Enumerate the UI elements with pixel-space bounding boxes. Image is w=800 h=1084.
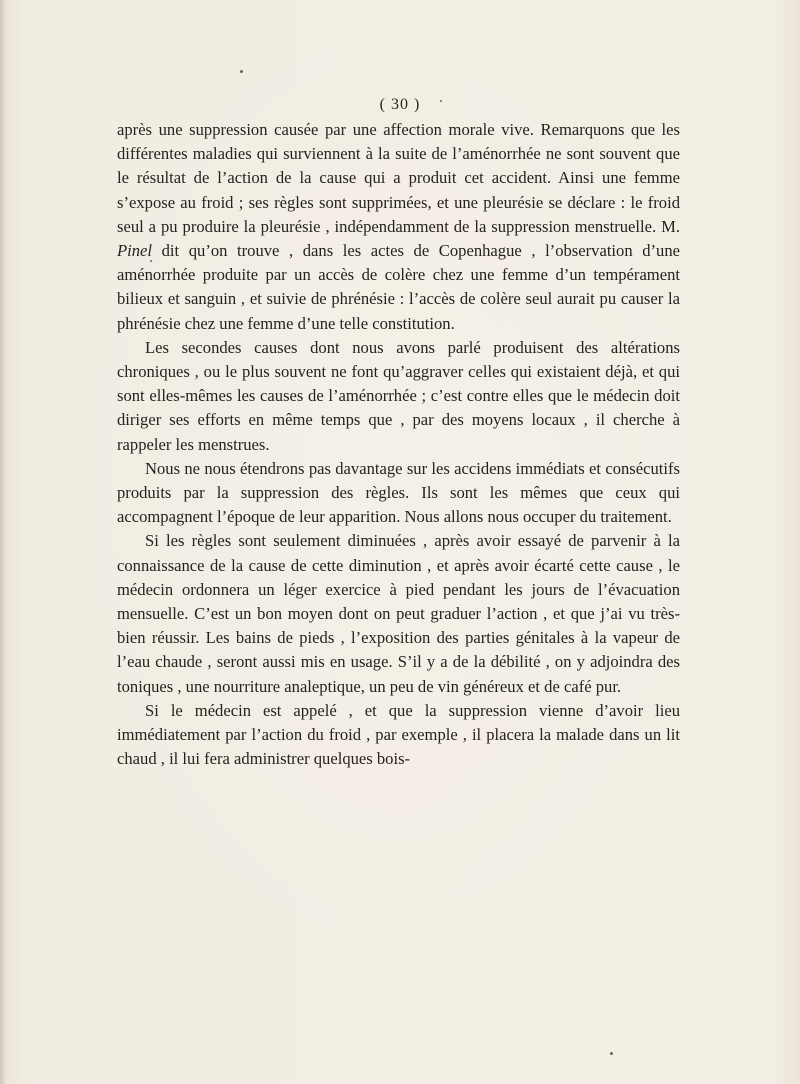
paper-speck xyxy=(440,100,442,102)
author-name-italic: Pinel xyxy=(117,241,153,261)
page-edge-shadow xyxy=(0,0,6,1084)
paragraph-4: Si les règles sont seulement diminuées , après avoir essayé de parvenir à la connaissance de la cause de cette diminution , et après avoir écarté cette cause , le médecin ordonnera un léger exercice à pied pendant les jours de l’évacuation mensuelle. C’est un bon moyen dont on peut graduer l’action , et que j’ai vu très-bien réussir. Les bains de pieds , l’exposition des parties génitales à la vapeur de l’eau chaude , seront aussi mis en usage. S’il y a de la débilité , on y adjoindra des toniques , une nourriture analeptique, un peu de vin généreux et de café pur. xyxy=(117,531,680,696)
paragraph-2: Les secondes causes dont nous avons parlé produisent des altérations chroniques , ou le plus souvent ne font qu’aggraver celles qui existaient déjà, et qui sont elles-mêmes les causes de l’aménorrhée ; c’est contre elles que le médecin doit diriger ses efforts en même temps que , par des moyens locaux , il cherche à rappeler les menstrues. xyxy=(117,337,680,454)
paragraph-1 xyxy=(117,118,680,336)
page-number: ( 30 ) xyxy=(379,96,421,113)
paragraph-1-text-after: dit qu’on trouve , dans les actes de Copenhague , l’observation d’une aménorrhée produite par un accès de colère chez une femme d’un tempérament bilieux et sanguin , et suivie de phrénésie : l’accès de colère seul aurait pu causer la phrénésie chez une femme d’une telle constitution. xyxy=(117,241,680,333)
paper-speck xyxy=(150,260,152,262)
paper-speck xyxy=(240,70,243,73)
paragraph-3: Nous ne nous étendrons pas davantage sur les accidens immédiats et consécutifs produits par la suppression des règles. Ils sont les mêmes que ceux qui accompagnent l’époque de leur apparition. Nous allons nous occuper du traitement. xyxy=(117,458,680,527)
paragraph-1-text-before: après une suppression causée par une affection morale vive. Remarquons que les différentes maladies qui surviennent à la suite de l’aménorrhée ne sont souvent que le résultat de l’action de la cause qui a produit cet accident. Ainsi une femme s’expose au froid ; ses règles sont supprimées, et une pleurésie se déclare : le froid seul a pu produire la pleurésie , indépendamment de la suppression menstruelle. M. xyxy=(117,120,680,236)
body-text xyxy=(117,118,680,771)
paper-speck xyxy=(610,1052,613,1055)
paragraph-5: Si le médecin est appelé , et que la suppression vienne d’avoir lieu immédiatement par l’action du froid , par exemple , il placera la malade dans un lit chaud , il lui fera administrer quelques bois- xyxy=(117,700,680,769)
